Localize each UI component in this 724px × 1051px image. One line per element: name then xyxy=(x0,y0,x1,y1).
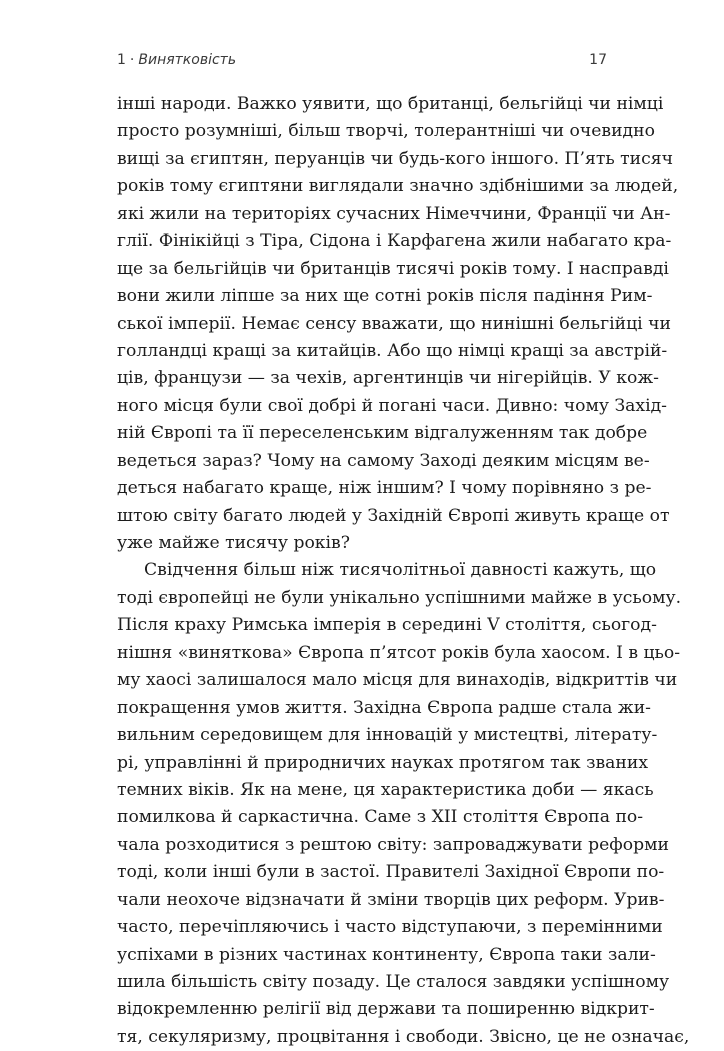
text-line: інші народи. Важко уявити, що британці, бельгійці чи німці xyxy=(117,94,664,114)
text-line: тя, секуляризму, процвітання і свободи. Звісно, це не означає, xyxy=(117,1026,690,1047)
chapter-label xyxy=(117,52,236,68)
text-line: уже майже тисячу років? xyxy=(117,533,350,553)
header-separator: · xyxy=(129,52,135,68)
body-text xyxy=(117,91,690,1051)
text-line: Свідчення більш ніж тисячолітньої давності кажуть, що xyxy=(144,560,657,581)
text-line: ній Європі та її переселенським відгалуженням так добре xyxy=(117,423,648,444)
text-line: чали неохоче відзначати й зміни творців цих реформ. Урив- xyxy=(117,889,665,910)
text-line: рі, управлінні й природничих науках протягом так званих xyxy=(117,752,649,773)
text-line: чала розходитися з рештою світу: запроваджувати реформи xyxy=(117,834,669,855)
text-line: ської імперії. Немає сенсу вважати, що нинішні бельгійці чи xyxy=(117,313,671,334)
text-line: помилкова й саркастична. Саме з XII століття Європа по- xyxy=(117,807,644,828)
text-line: тоді, коли інші були в застої. Правителі Західної Європи по- xyxy=(117,862,665,883)
text-line: просто розумніші, більш творчі, толерантніші чи очевидно xyxy=(117,121,655,142)
text-line: успіхами в різних частинах континенту, Європа таки зали- xyxy=(117,944,656,965)
text-line: деться набагато краще, ніж іншим? І чому порівняно з ре- xyxy=(117,478,652,499)
running-head xyxy=(117,52,607,72)
page-number: 17 xyxy=(589,52,607,68)
paragraph xyxy=(117,557,690,1051)
text-line: голландці кращі за китайців. Або що німці кращі за австрій- xyxy=(117,340,668,361)
text-line: які жили на територіях сучасних Німеччини, Франції чи Ан- xyxy=(117,203,671,224)
text-line: ців, французи — за чехів, аргентинців чи нігерійців. У кож- xyxy=(117,368,659,389)
text-line: глії. Фінікійці з Тіра, Сідона і Карфагена жили набагато кра- xyxy=(117,231,672,252)
chapter-number: 1 xyxy=(117,52,126,68)
text-line: покращення умов життя. Західна Європа радше стала жи- xyxy=(117,697,651,718)
chapter-title: Винятковість xyxy=(138,52,237,68)
text-line: штою світу багато людей у Західній Європі живуть краще от xyxy=(117,505,670,526)
text-line: відокремленню релігії від держави та поширенню відкрит- xyxy=(117,999,655,1020)
text-line: вони жили ліпше за них ще сотні років після падіння Рим- xyxy=(117,286,653,307)
text-line: вильним середовищем для інновацій у мистецтві, літерату- xyxy=(117,725,658,746)
text-line: тоді європейці не були унікально успішними майже в усьому. xyxy=(117,587,682,608)
text-line: часто, перечіпляючись і часто відступаючи, з перемінними xyxy=(117,917,663,938)
text-line: років тому єгиптяни виглядали значно здібнішими за людей, xyxy=(117,176,679,197)
text-line: ще за бельгійців чи британців тисячі років тому. І насправді xyxy=(117,258,669,279)
text-line: шила більшість світу позаду. Це сталося завдяки успішному xyxy=(117,972,670,992)
text-line: темних віків. Як на мене, ця характеристика доби — якась xyxy=(117,779,654,800)
text-line: вищі за єгиптян, перуанців чи будь-кого іншого. П’ять тисяч xyxy=(117,148,673,169)
text-line: Після краху Римська імперія в середині V століття, сьогод- xyxy=(117,615,657,636)
text-line: нішня «виняткова» Європа п’ятсот років була хаосом. І в цьо- xyxy=(117,642,681,663)
text-line: му хаосі залишалося мало місця для винаходів, відкриттів чи xyxy=(117,670,678,691)
text-line: ного місця були свої добрі й погані часи. Дивно: чому Захід- xyxy=(117,395,667,416)
text-line: ведеться зараз? Чому на самому Заході деяким місцям ве- xyxy=(117,450,650,471)
paragraph xyxy=(117,91,679,557)
